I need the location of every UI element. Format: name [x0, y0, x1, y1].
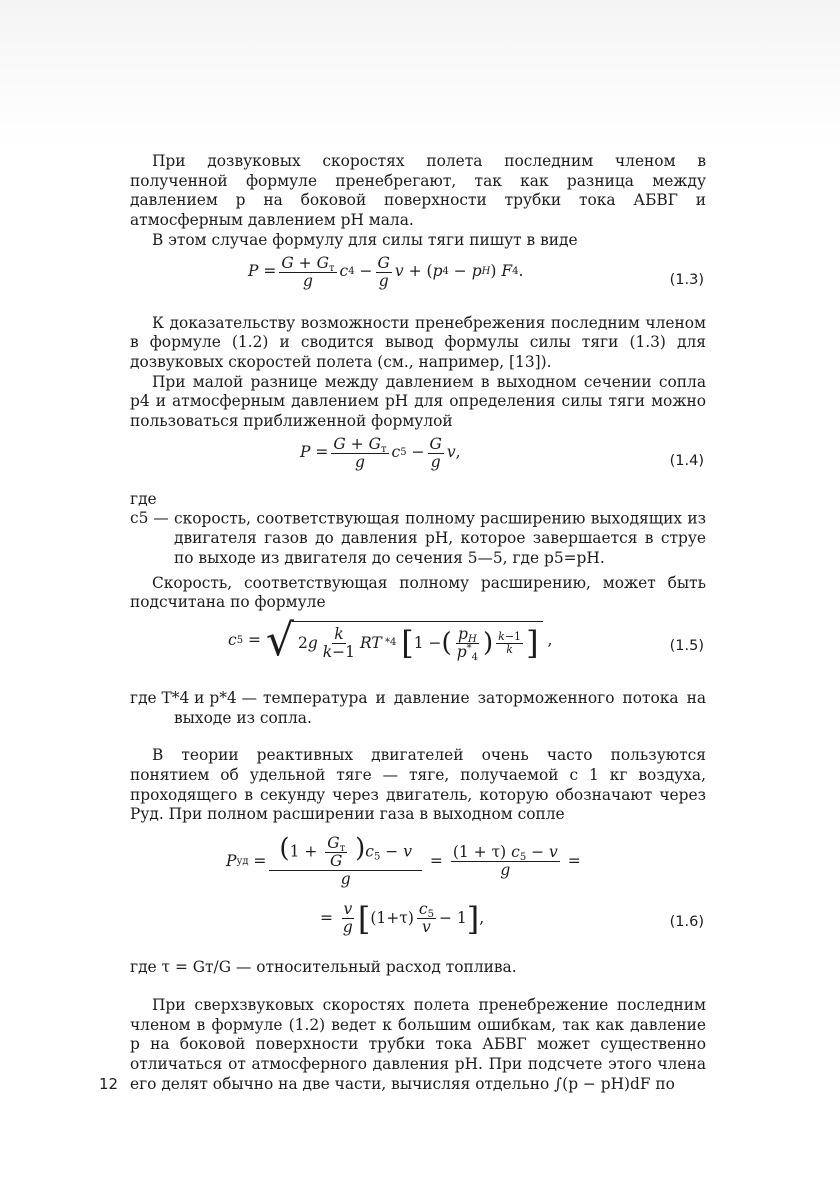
equation-1-5-number: (1.5) [669, 637, 704, 654]
equation-1-4-number: (1.4) [669, 452, 704, 469]
equation-1-6: P уд = (1 + $\frac{G_т}{G}$ )$c_5 - v$ g = $\frac{(1 + \tau) c_5 - v}{g}$ = = $\frac{v}{g}$ [ (1+τ) $\frac{c_5}{v}$ − 1 ] , (1.6) [226, 833, 704, 938]
paragraph-thrust-formula-intro: В этом случае формулу для силы тяги пишут в виде [152, 230, 578, 249]
definition-stagnation [130, 689, 706, 728]
equation-1-6-number: (1.6) [669, 914, 704, 931]
definition-c5-text: скорость, соответствующая полному расширению выходящих из двигателя газов до давления pH, которое завершается в струе по выходе из двигателя до сечения 5—5, где p5=pH. [174, 509, 706, 567]
paragraph-full-expansion: Скорость, соответствующая полному расширению, может быть подсчитана по формуле [130, 573, 706, 612]
scan-header-shade [0, 0, 840, 148]
definition-stagnation-text: температура и давление заторможенного потока на выходе из сопла. [174, 688, 706, 727]
paragraph-approx-formula: При малой разнице между давлением в выходном сечении сопла p4 и атмосферным давлением pH для определения силы тяги можно пользоваться приближенной формулой [130, 372, 706, 431]
paragraph-specific-thrust: В теории реактивных двигателей очень часто пользуются понятием об удельной тяге — тяге, получаемой с 1 кг воздуха, проходящего в секунду через двигатель, которую обозначают через Pуд. При полном расширении газа в выходном сопле [130, 746, 706, 824]
paragraph-subsonic: При дозвуковых скоростях полета последним членом в полученной формуле пренебрегают, так как разница между давлением p на боковой поверхности трубки тока АБВГ и атмосферным давлением pH мала. [130, 152, 706, 230]
page-number: 12 [99, 1075, 119, 1093]
equation-1-3: P = $\frac{G + G_т}{g}$ c 4 − $\frac{G}{g}$ v + ( p 4 − p H ) F 4 . (1.3) [248, 253, 704, 290]
definition-stagnation-lead: где T*4 и p*4 — [130, 688, 257, 707]
definition-tau: где τ = Gт/G — относительный расход топлива. [130, 958, 517, 977]
definition-c5 [130, 490, 706, 569]
paragraph-proof-reference: К доказательству возможности пренебрежения последним членом в формуле (1.2) и сводится вывод формулы силы тяги (1.3) для дозвуковых скоростей полета (см., например, [13]). [130, 313, 706, 371]
equation-1-5: c 5 = √ 2 g $\frac{k}{k-1}$ RT * 4 [ 1 − ( $\frac{p_H}{p^*_4}$ ) $\frac{k-1}{k}$ ] , (1.5) [228, 614, 704, 666]
equation-1-4: P = $\frac{G + G_т}{g}$ c 5 − $\frac{G}{g}$ v , (1.4) [300, 434, 704, 471]
equation-1-3-number: (1.3) [669, 271, 704, 288]
page-body [130, 152, 706, 1094]
paragraph-supersonic: При сверхзвуковых скоростях полета пренебрежение последним членом в формуле (1.2) ведет к большим ошибкам, так как давление p на боковой поверхности трубки тока АБВГ может существенно отличаться от атмосферного давления pH. При подсчете этого члена его делят обычно на две части, вычисляя отдельно ∫(p − pH)dF по [130, 995, 706, 1093]
definition-c5-lead: где c5 — [130, 489, 169, 528]
